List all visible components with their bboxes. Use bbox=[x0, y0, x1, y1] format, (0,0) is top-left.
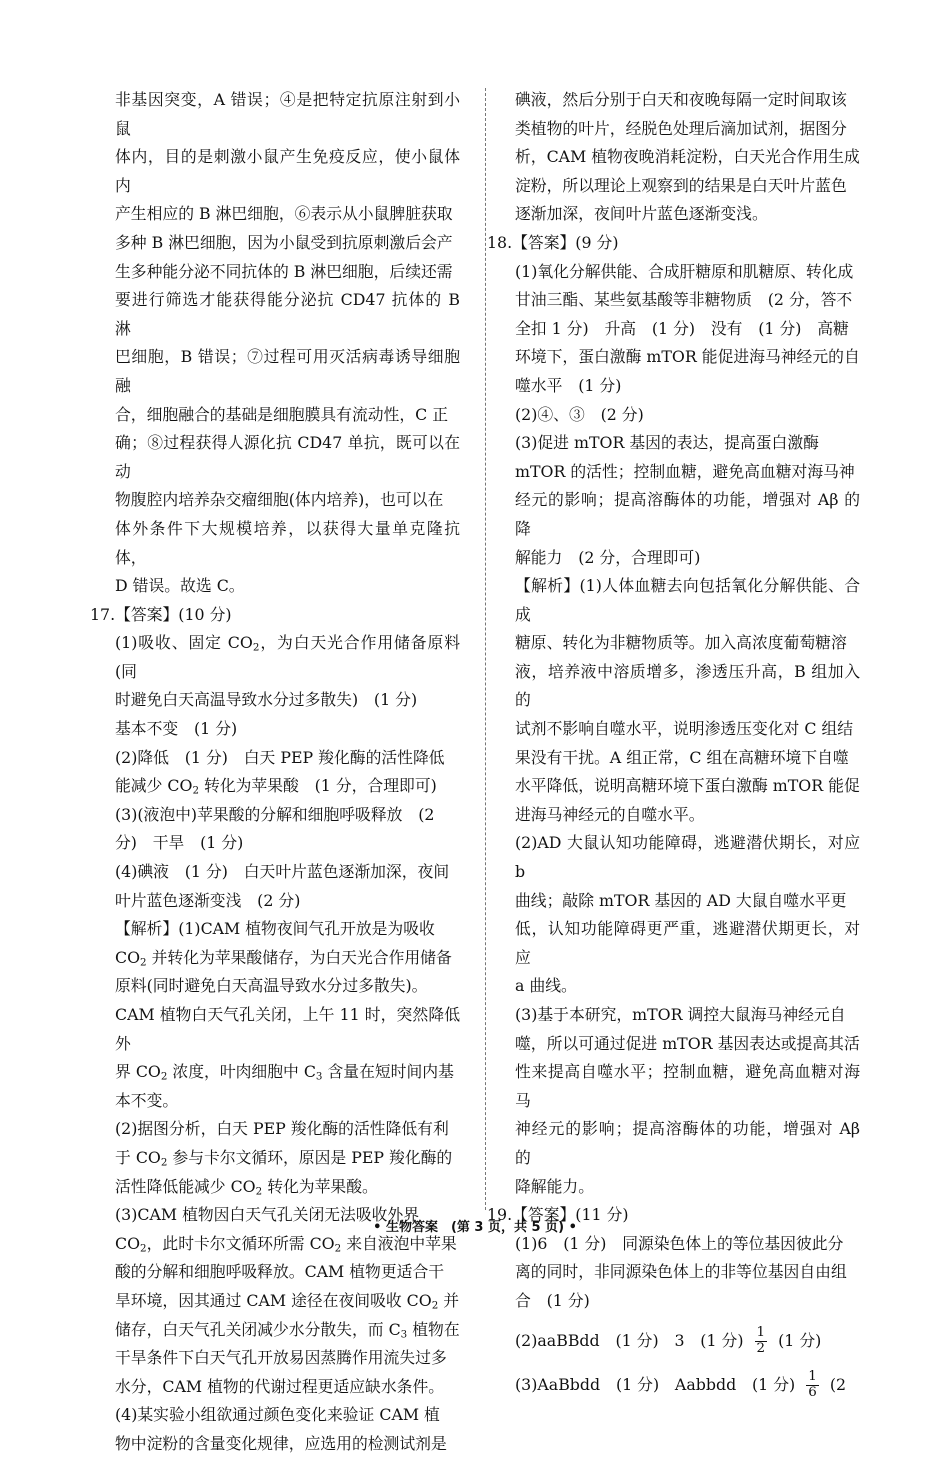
text-line: 类植物的叶片，经脱色处理后滴加试剂，据图分 bbox=[515, 118, 847, 138]
answer-line: 噬水平 (1 分) bbox=[515, 375, 622, 395]
question-18-heading: 18.【答案】(9 分) bbox=[487, 232, 619, 252]
explanation-line: 物中淀粉的含量变化规律，应选用的检测试剂是 bbox=[115, 1433, 447, 1453]
explanation-line: 旱环境，因其通过 CAM 途径在夜间吸收 $CO_2$ 并 bbox=[115, 1290, 460, 1312]
answer-line: 合 (1 分) bbox=[515, 1290, 590, 1310]
answer-line: 全扣 1 分) 升高 (1 分) 没有 (1 分) 高糖 bbox=[515, 318, 849, 338]
text-line: 淀粉，所以理论上观察到的结果是白天叶片蓝色 bbox=[515, 175, 847, 195]
fraction-one-half: $\frac{1}{2}$ bbox=[756, 1325, 766, 1356]
answer-line: 能减少 $CO_2$ 转化为苹果酸 (1 分，合理即可) bbox=[115, 776, 437, 797]
column-divider bbox=[485, 88, 486, 1210]
explanation-line: 活性降低能减少 $CO_2$ 转化为苹果酸。 bbox=[115, 1176, 378, 1198]
text-line: 确；⑧过程获得人源化抗 CD47 单抗，既可以在动 bbox=[115, 433, 460, 481]
answer-line: (3)促进 mTOR 基因的表达，提高蛋白激酶 bbox=[515, 433, 819, 453]
explanation-line: 【解析】(1)人体血糖去向包括氧化分解供能、合成 bbox=[515, 576, 860, 624]
answer-line: (1)6 (1 分) 同源染色体上的等位基因彼此分 bbox=[515, 1233, 844, 1253]
answer-line: mTOR 的活性；控制血糖，避免高血糖对海马神 bbox=[515, 461, 855, 481]
text-line: 多种 B 淋巴细胞，因为小鼠受到抗原刺激后会产 bbox=[115, 232, 453, 252]
text-line: 产生相应的 B 淋巴细胞，⑥表示从小鼠脾脏获取 bbox=[115, 204, 453, 224]
text-line: 巴细胞，B 错误；⑦过程可用灭活病毒诱导细胞融 bbox=[115, 347, 460, 395]
answer-line: 基本不变 (1 分) bbox=[115, 719, 238, 739]
explanation-line: 试剂不影响自噬水平，说明渗透压变化对 C 组结 bbox=[515, 719, 854, 739]
explanation-line: 低，认知功能障碍更严重，逃避潜伏期更长，对应 bbox=[515, 919, 860, 967]
explanation-line: $CO_2$，此时卡尔文循环所需 $CO_2$ 来自液泡中苹果 bbox=[115, 1233, 457, 1255]
answer-line: 分) 干旱 (1 分) bbox=[115, 833, 244, 853]
explanation-line: 曲线；敲除 mTOR 基因的 AD 大鼠自噬水平更 bbox=[515, 890, 847, 910]
answer-line: 经元的影响；提高溶酶体的功能，增强对 Aβ 的降 bbox=[515, 490, 860, 538]
answer-line: (4)碘液 (1 分) 白天叶片蓝色逐渐加深，夜间 bbox=[115, 862, 450, 882]
explanation-line: 糖原、转化为非糖物质等。加入高浓度葡萄糖溶 bbox=[515, 633, 847, 653]
explanation-line: 进海马神经元的自噬水平。 bbox=[515, 804, 705, 824]
answer-line: (2)aaBBdd (1 分) 3 (1 分) $\frac{1}{2}$ (1 分) bbox=[515, 1325, 822, 1356]
explanation-line: 神经元的影响；提高溶酶体的功能，增强对 Aβ 的 bbox=[515, 1119, 860, 1167]
explanation-line: 界 $CO_2$ 浓度，叶肉细胞中 $C_3$ 含量在短时间内基 bbox=[115, 1062, 454, 1083]
explanation-line: 干旱条件下白天气孔开放易因蒸腾作用流失过多 bbox=[115, 1348, 447, 1368]
question-17-heading: 17.【答案】(10 分) bbox=[90, 604, 232, 624]
explanation-line: 水分，CAM 植物的代谢过程更适应缺水条件。 bbox=[115, 1376, 445, 1396]
explanation-line: 果没有干扰。A 组正常，C 组在高糖环境下自噬 bbox=[515, 747, 849, 767]
explanation-line: 【解析】(1)CAM 植物夜间气孔开放是为吸收 bbox=[115, 919, 435, 939]
answer-line: 叶片蓝色逐渐变浅 (2 分) bbox=[115, 890, 301, 910]
explanation-line: 水平降低，说明高糖环境下蛋白激酶 mTOR 能促 bbox=[515, 776, 860, 796]
answer-line: (3)AaBbdd (1 分) Aabbdd (1 分) $\frac{1}{6}$ (2 bbox=[515, 1369, 847, 1400]
page-footer: • 生物答案 (第 3 页，共 5 页) • bbox=[373, 1220, 577, 1235]
text-line: 合，细胞融合的基础是细胞膜具有流动性，C 正 bbox=[115, 404, 449, 424]
text-line: 要进行筛选才能获得能分泌抗 CD47 抗体的 B 淋 bbox=[115, 290, 460, 338]
text-line: 生多种能分泌不同抗体的 B 淋巴细胞，后续还需 bbox=[115, 261, 453, 281]
explanation-line: 酸的分解和细胞呼吸释放。CAM 植物更适合干 bbox=[115, 1262, 445, 1282]
explanation-line: CAM 植物白天气孔关闭，上午 11 时，突然降低外 bbox=[115, 1005, 460, 1053]
answer-line: 时避免白天高温导致水分过多散失) (1 分) bbox=[115, 690, 418, 710]
explanation-line: 液，培养液中溶质增多，渗透压升高，B 组加入的 bbox=[515, 661, 860, 710]
explanation-line: 储存，白天气孔关闭减少水分散失，而 $C_3$ 植物在 bbox=[115, 1319, 460, 1341]
explanation-line: (3)基于本研究，mTOR 调控大鼠海马神经元自 bbox=[515, 1005, 846, 1024]
text-line: 逐渐加深，夜间叶片蓝色逐渐变浅。 bbox=[515, 204, 768, 224]
text-line: 析，CAM 植物夜晚消耗淀粉，白天光合作用生成 bbox=[515, 147, 860, 167]
text-line: 体内，目的是刺激小鼠产生免疫反应，使小鼠体内 bbox=[115, 147, 460, 195]
answer-line: 环境下，蛋白激酶 mTOR 能促进海马神经元的自 bbox=[515, 347, 860, 367]
question-19-heading: 19.【答案】(11 分) bbox=[487, 1205, 629, 1225]
left-column bbox=[90, 86, 460, 1459]
text-line: 体外条件下大规模培养，以获得大量单克隆抗体， bbox=[115, 518, 460, 567]
text-line: 碘液，然后分别于白天和夜晚每隔一定时间取该 bbox=[515, 90, 847, 109]
explanation-line: (3)CAM 植物因白天气孔关闭无法吸收外界 bbox=[115, 1205, 420, 1225]
explanation-line: $CO_2$ 并转化为苹果酸储存，为白天光合作用储备 bbox=[115, 947, 452, 969]
right-column bbox=[487, 86, 860, 1402]
answer-line: 离的同时，非同源染色体上的非等位基因自由组 bbox=[515, 1262, 847, 1282]
text-line: D 错误。故选 C。 bbox=[115, 576, 245, 596]
explanation-line: (2)AD 大鼠认知功能障碍，逃避潜伏期长，对应 b bbox=[515, 833, 860, 882]
explanation-line: 原料(同时避免白天高温导致水分过多散失)。 bbox=[115, 976, 428, 996]
explanation-line: 性来提高自噬水平；控制血糖，避免高血糖对海马 bbox=[515, 1062, 860, 1110]
explanation-line: a 曲线。 bbox=[515, 976, 577, 996]
answer-line: (2)④、③ (2 分) bbox=[515, 404, 644, 424]
explanation-line: 本不变。 bbox=[115, 1090, 179, 1110]
answer-line: (1)氧化分解供能、合成肝糖原和肌糖原、转化成 bbox=[515, 261, 854, 281]
explanation-line: (4)某实验小组欲通过颜色变化来验证 CAM 植 bbox=[115, 1405, 440, 1425]
explanation-line: 于 $CO_2$ 参与卡尔文循环，原因是 PEP 羧化酶的 bbox=[115, 1147, 453, 1169]
fraction-one-sixth: $\frac{1}{6}$ bbox=[808, 1369, 817, 1400]
text-line: 非基因突变，A 错误；④是把特定抗原注射到小鼠 bbox=[115, 90, 460, 138]
answer-line: (2)降低 (1 分) 白天 PEP 羧化酶的活性降低 bbox=[115, 747, 445, 767]
explanation-line: 降解能力。 bbox=[515, 1176, 594, 1196]
answer-line: (3)(液泡中)苹果酸的分解和细胞呼吸释放 (2 bbox=[115, 804, 435, 824]
text-line: 物腹腔内培养杂交瘤细胞(体内培养)，也可以在 bbox=[115, 490, 444, 510]
explanation-line: (2)据图分析，白天 PEP 羧化酶的活性降低有利 bbox=[115, 1119, 449, 1139]
answer-line: 甘油三酯、某些氨基酸等非糖物质 (2 分，答不 bbox=[515, 290, 853, 310]
answer-line: 解能力 (2 分，合理即可) bbox=[515, 547, 701, 567]
explanation-line: 噬，所以可通过促进 mTOR 基因表达或提高其活 bbox=[515, 1033, 860, 1053]
answer-line: (1)吸收、固定 $CO_2$，为白天光合作用储备原料(同 bbox=[115, 633, 460, 681]
